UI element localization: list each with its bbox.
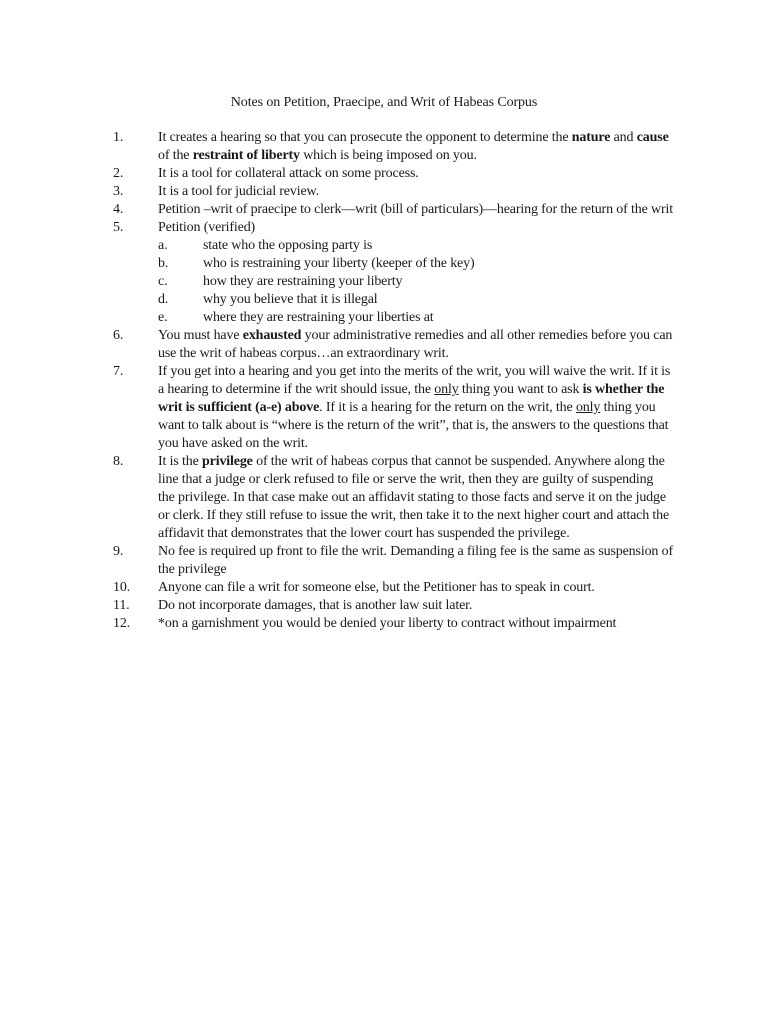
sub-list-item-text: who is restraining your liberty (keeper of the key)	[203, 256, 475, 271]
bold-text: cause	[636, 130, 669, 145]
list-item-number: 5.	[113, 220, 124, 235]
list-item	[113, 543, 673, 579]
list-item-number: 1.	[113, 130, 124, 145]
numbered-list	[113, 129, 673, 633]
sub-list-item-letter: c.	[158, 274, 168, 289]
list-item-text	[158, 597, 673, 615]
list-item-number: 9.	[113, 544, 124, 559]
underlined-text: only	[575, 400, 601, 415]
sub-list-item-letter: e.	[158, 310, 168, 325]
sub-list-item	[158, 309, 673, 327]
text-segment: which is being imposed on you.	[299, 148, 477, 163]
list-item	[113, 327, 673, 363]
list-item	[113, 129, 673, 165]
text-segment: If you get into a hearing and you get into the merits of the writ, you will waive the writ. If it is a hearing to determine if the writ should issue, the	[158, 364, 671, 397]
sub-list-item-letter: b.	[158, 256, 169, 271]
list-item-text	[158, 219, 673, 237]
list-item-number: 4.	[113, 202, 124, 217]
list-item	[113, 597, 673, 615]
list-item	[113, 201, 673, 219]
text-segment: No fee is required up front to file the writ. Demanding a filing fee is the same as suspension of the privilege	[158, 544, 673, 577]
sub-list-item	[158, 273, 673, 291]
sub-list-item	[158, 237, 673, 255]
list-item-text	[158, 165, 673, 183]
list-item-number: 2.	[113, 166, 124, 181]
text-segment: Petition (verified)	[158, 220, 256, 235]
list-item-number: 10.	[113, 580, 131, 595]
text-segment: *on a garnishment you would be denied your liberty to contract without impairment	[158, 616, 617, 631]
text-segment: It is the	[158, 454, 202, 469]
sub-list-item-letter: a.	[158, 238, 168, 253]
text-segment: It is a tool for judicial review.	[158, 184, 319, 199]
bold-text: exhausted	[242, 328, 302, 343]
sub-list-item-text: why you believe that it is illegal	[203, 292, 378, 307]
list-item	[113, 453, 673, 543]
list-item	[113, 363, 673, 453]
document-title: Notes on Petition, Praecipe, and Writ of Habeas Corpus	[230, 95, 538, 110]
list-item-text	[158, 615, 673, 633]
list-item-text	[158, 579, 673, 597]
underlined-text: only	[434, 382, 459, 397]
text-segment: thing you want to talk about is “where is the return of the writ”, that is, the answers to the questions that you have asked on the writ.	[158, 400, 669, 451]
list-item-text	[158, 183, 673, 201]
sub-list-item-text: state who the opposing party is	[203, 238, 373, 253]
list-item	[113, 615, 673, 633]
list-item	[113, 579, 673, 597]
bold-text: restraint of liberty	[192, 148, 300, 163]
list-item-text	[158, 363, 673, 453]
list-item-text	[158, 543, 673, 579]
list-item-number: 7.	[113, 364, 124, 379]
sub-list-item	[158, 291, 673, 309]
text-segment: Petition –writ of praecipe to clerk—writ (bill of particulars)—hearing for the return of the writ	[158, 202, 673, 217]
text-segment: It is a tool for collateral attack on some process.	[158, 166, 419, 181]
text-segment: It creates a hearing so that you can prosecute the opponent to determine the	[158, 130, 572, 145]
list-item-number: 12.	[113, 616, 131, 631]
list-item-text	[158, 129, 673, 165]
bold-text: is whether the writ is sufficient (a-e) above	[158, 382, 665, 415]
sub-list-item	[158, 255, 673, 273]
list-item-number: 6.	[113, 328, 124, 343]
text-segment: . If it is a hearing for the return on the writ, the	[319, 400, 576, 415]
list-item-text	[158, 327, 673, 363]
sub-list-item-letter: d.	[158, 292, 169, 307]
list-item-text	[158, 453, 673, 543]
sub-list	[158, 237, 673, 327]
bold-text: nature	[571, 130, 611, 145]
text-segment: thing you want to ask	[458, 382, 583, 397]
text-segment: of the writ of habeas corpus that cannot be suspended. Anywhere along the line that a judge or clerk refused to file or serve the writ, then they are guilty of suspending the privilege. In that case make out an affidavit stating to those facts and serve it on the judge or clerk. If they still refuse to issue the writ, then take it to the next higher court and attach the affidavit that demonstrates that the lower court has suspended the privilege.	[158, 454, 670, 541]
sub-list-item-text: how they are restraining your liberty	[203, 274, 403, 289]
list-item	[113, 219, 673, 327]
text-segment: and	[610, 130, 637, 145]
list-item	[113, 165, 673, 183]
bold-text: privilege	[202, 454, 253, 469]
list-item-number: 3.	[113, 184, 124, 199]
list-item-number: 8.	[113, 454, 124, 469]
text-segment: of the	[158, 148, 193, 163]
list-item	[113, 183, 673, 201]
text-segment: You must have	[158, 328, 243, 343]
list-item-text	[158, 201, 673, 219]
text-segment: Do not incorporate damages, that is another law suit later.	[158, 598, 473, 613]
list-item-number: 11.	[113, 598, 130, 613]
sub-list-item-text: where they are restraining your liberties at	[203, 310, 434, 325]
text-segment: Anyone can file a writ for someone else, but the Petitioner has to speak in court.	[158, 580, 595, 595]
text-segment: your administrative remedies and all other remedies before you can use the writ of habeas corpus…an extraordinary writ.	[158, 328, 673, 361]
